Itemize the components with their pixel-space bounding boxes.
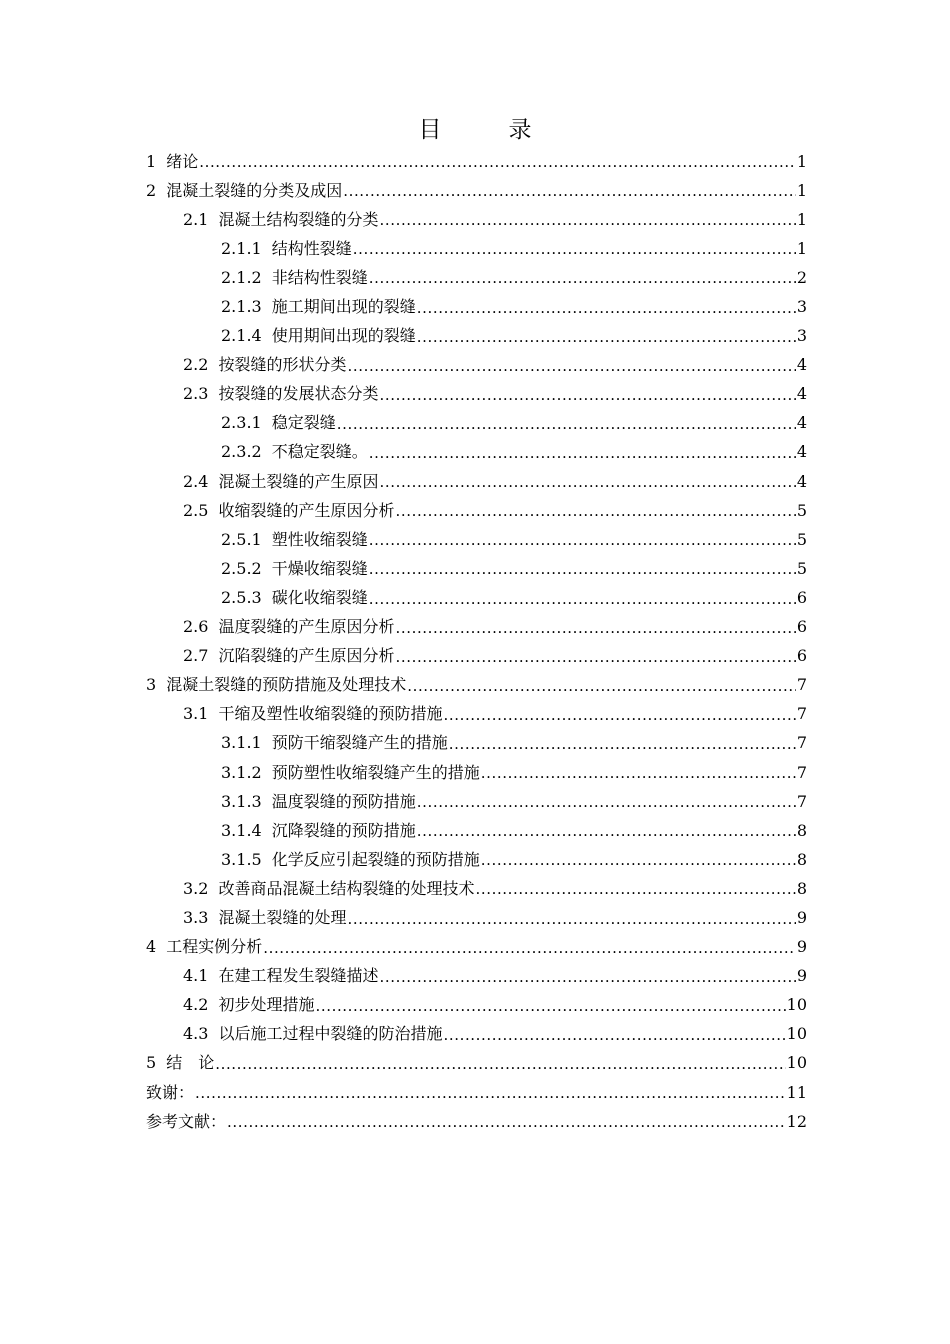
toc-entry-page-number: 10	[786, 1053, 807, 1073]
toc-entry[interactable]	[146, 322, 807, 351]
toc-entry[interactable]	[146, 1107, 807, 1136]
toc-entry-number: 2.1.1	[221, 238, 262, 258]
toc-dot-leader	[379, 967, 795, 991]
toc-dot-leader	[199, 152, 796, 176]
toc-entry-number: 2.4	[183, 471, 209, 491]
toc-entry-number: 3.1.5	[221, 849, 262, 869]
toc-entry-title: 塑性收缩裂缝	[271, 529, 368, 549]
toc-entry-page-number: 6	[796, 617, 807, 637]
toc-entry-page-number: 4	[796, 442, 807, 462]
toc-entry-title: 参考文献：	[146, 1111, 227, 1131]
toc-entry-page-number: 5	[796, 558, 807, 578]
toc-entry-page-number: 10	[786, 995, 807, 1015]
toc-entry-number: 3.2	[183, 878, 209, 898]
toc-entry-title: 干缩及塑性收缩裂缝的预防措施	[218, 704, 443, 724]
toc-entry-title: 收缩裂缝的产生原因分析	[218, 500, 395, 520]
toc-entry-page-number: 1	[796, 180, 807, 200]
toc-entry-number: 3	[146, 675, 157, 695]
toc-entry-page-number: 5	[796, 500, 807, 520]
toc-dot-leader	[263, 938, 796, 962]
toc-entry-title: 结构性裂缝	[271, 238, 352, 258]
toc-entry-title: 混凝土裂缝的处理	[218, 907, 347, 927]
toc-entry-title: 使用期间出现的裂缝	[271, 326, 416, 346]
toc-entry-title: 混凝土裂缝的产生原因	[218, 471, 379, 491]
toc-dot-leader	[407, 676, 796, 700]
toc-entry-title: 化学反应引起裂缝的预防措施	[271, 849, 480, 869]
toc-entry-page-number: 1	[796, 151, 807, 171]
toc-entry[interactable]	[146, 671, 807, 700]
toc-entry-number: 2.1.3	[221, 297, 262, 317]
toc-dot-leader	[417, 327, 796, 351]
toc-dot-leader	[395, 647, 795, 671]
toc-entry[interactable]	[146, 845, 807, 874]
toc-dot-leader	[417, 792, 796, 816]
toc-entry-number: 2.1.2	[221, 267, 262, 287]
toc-entry-title: 预防干缩裂缝产生的措施	[271, 733, 448, 753]
toc-entry-page-number: 5	[796, 529, 807, 549]
toc-dot-leader	[379, 385, 795, 409]
toc-entry-title: 以后施工过程中裂缝的防治措施	[218, 1024, 443, 1044]
toc-entry-title: 按裂缝的形状分类	[218, 355, 347, 375]
toc-dot-leader	[347, 356, 795, 380]
toc-entry-page-number: 3	[796, 326, 807, 346]
toc-entry-page-number: 4	[796, 471, 807, 491]
toc-entry-number: 2.3.1	[221, 413, 262, 433]
toc-entry[interactable]	[146, 816, 807, 845]
toc-entry-page-number: 9	[796, 907, 807, 927]
toc-entry-page-number: 10	[786, 1024, 807, 1044]
toc-entry-title: 施工期间出现的裂缝	[271, 297, 416, 317]
toc-entry[interactable]	[146, 700, 807, 729]
toc-entry-page-number: 1	[796, 238, 807, 258]
toc-entry[interactable]	[146, 380, 807, 409]
toc-entry-page-number: 7	[796, 704, 807, 724]
toc-dot-leader	[369, 268, 796, 292]
toc-dot-leader	[227, 1112, 786, 1136]
toc-entry-page-number: 7	[796, 762, 807, 782]
toc-entry-title: 碳化收缩裂缝	[271, 587, 368, 607]
toc-entry[interactable]	[146, 554, 807, 583]
toc-entry-title: 致谢：	[146, 1082, 195, 1102]
toc-entry-title: 工程实例分析	[166, 937, 263, 957]
toc-entry-number: 2.5	[183, 500, 209, 520]
toc-dot-leader	[379, 472, 795, 496]
toc-entry-number: 5	[146, 1053, 157, 1073]
toc-entry-page-number: 6	[796, 587, 807, 607]
toc-list	[146, 147, 807, 1136]
toc-entry[interactable]	[146, 234, 807, 263]
toc-entry-title: 稳定裂缝	[271, 413, 336, 433]
toc-entry-page-number: 2	[796, 267, 807, 287]
toc-entry-title: 非结构性裂缝	[271, 267, 368, 287]
toc-entry-title: 不稳定裂缝。	[271, 442, 368, 462]
toc-entry-page-number: 9	[796, 937, 807, 957]
toc-dot-leader	[343, 181, 796, 205]
toc-entry[interactable]	[146, 933, 807, 962]
toc-entry[interactable]	[146, 642, 807, 671]
toc-entry-title: 沉陷裂缝的产生原因分析	[218, 646, 395, 666]
toc-entry-number: 2.5.1	[221, 529, 262, 549]
toc-entry[interactable]	[146, 729, 807, 758]
toc-entry-title: 按裂缝的发展状态分类	[218, 384, 379, 404]
toc-dot-leader	[443, 705, 795, 729]
toc-dot-leader	[475, 879, 795, 903]
toc-entry-number: 4	[146, 937, 157, 957]
toc-dot-leader	[449, 734, 796, 758]
toc-entry-title: 混凝土裂缝的分类及成因	[166, 180, 343, 200]
toc-entry[interactable]	[146, 147, 807, 176]
toc-entry[interactable]	[146, 263, 807, 292]
toc-entry[interactable]	[146, 583, 807, 612]
toc-entry-number: 2.1.4	[221, 326, 262, 346]
toc-dot-leader	[481, 850, 796, 874]
toc-dot-leader	[347, 909, 795, 933]
toc-entry-number: 4.1	[183, 966, 209, 986]
toc-entry-title: 绪论	[166, 151, 199, 171]
toc-entry-number: 3.1.4	[221, 820, 262, 840]
toc-entry-number: 2.3	[183, 384, 209, 404]
toc-entry-page-number: 4	[796, 413, 807, 433]
toc-entry-page-number: 1	[796, 209, 807, 229]
toc-entry-number: 2.2	[183, 355, 209, 375]
toc-entry-number: 2.1	[183, 209, 209, 229]
toc-entry-number: 2.5.2	[221, 558, 262, 578]
toc-entry[interactable]	[146, 613, 807, 642]
toc-entry-number: 2.7	[183, 646, 209, 666]
toc-entry-page-number: 3	[796, 297, 807, 317]
toc-entry-number: 3.1	[183, 704, 209, 724]
toc-dot-leader	[379, 210, 795, 234]
toc-entry-number: 3.3	[183, 907, 209, 927]
toc-entry-page-number: 8	[796, 849, 807, 869]
toc-dot-leader	[481, 763, 796, 787]
toc-entry[interactable]	[146, 991, 807, 1020]
toc-dot-leader	[369, 443, 796, 467]
toc-entry-number: 2.5.3	[221, 587, 262, 607]
toc-entry-number: 2.3.2	[221, 442, 262, 462]
toc-dot-leader	[315, 996, 785, 1020]
toc-entry[interactable]	[146, 176, 807, 205]
toc-entry-number: 4.2	[183, 995, 209, 1015]
toc-entry-page-number: 8	[796, 878, 807, 898]
toc-entry-page-number: 7	[796, 733, 807, 753]
toc-entry-number: 3.1.1	[221, 733, 262, 753]
toc-entry[interactable]	[146, 1049, 807, 1078]
toc-entry-page-number: 6	[796, 646, 807, 666]
toc-entry-title: 在建工程发生裂缝描述	[218, 966, 379, 986]
toc-entry[interactable]	[146, 525, 807, 554]
toc-entry[interactable]	[146, 205, 807, 234]
toc-dot-leader	[369, 530, 796, 554]
toc-entry-title: 温度裂缝的产生原因分析	[218, 617, 395, 637]
toc-dot-leader	[395, 501, 795, 525]
toc-entry[interactable]	[146, 1078, 807, 1107]
toc-entry-page-number: 4	[796, 384, 807, 404]
toc-dot-leader	[369, 589, 796, 613]
toc-dot-leader	[443, 1025, 785, 1049]
toc-dot-leader	[395, 618, 795, 642]
toc-entry-title: 混凝土结构裂缝的分类	[218, 209, 379, 229]
toc-entry-number: 1	[146, 151, 157, 171]
toc-entry-title: 预防塑性收缩裂缝产生的措施	[271, 762, 480, 782]
toc-dot-leader	[417, 298, 796, 322]
toc-entry-page-number: 8	[796, 820, 807, 840]
toc-dot-leader	[369, 559, 796, 583]
toc-dot-leader	[417, 821, 796, 845]
toc-entry[interactable]	[146, 467, 807, 496]
toc-entry-title: 混凝土裂缝的预防措施及处理技术	[166, 675, 407, 695]
toc-entry[interactable]	[146, 903, 807, 932]
toc-dot-leader	[337, 414, 796, 438]
toc-dot-leader	[353, 239, 796, 263]
toc-entry-number: 4.3	[183, 1024, 209, 1044]
toc-entry-page-number: 12	[786, 1111, 807, 1131]
toc-entry-number: 3.1.2	[221, 762, 262, 782]
toc-entry-title: 改善商品混凝土结构裂缝的处理技术	[218, 878, 475, 898]
toc-entry-page-number: 4	[796, 355, 807, 375]
toc-entry-page-number: 9	[796, 966, 807, 986]
toc-entry[interactable]	[146, 962, 807, 991]
toc-entry[interactable]	[146, 438, 807, 467]
toc-entry-title: 干燥收缩裂缝	[271, 558, 368, 578]
toc-entry-page-number: 7	[796, 675, 807, 695]
toc-title: 目 录	[418, 117, 554, 143]
toc-entry[interactable]	[146, 874, 807, 903]
toc-entry-title: 初步处理措施	[218, 995, 315, 1015]
toc-entry-title: 沉降裂缝的预防措施	[271, 820, 416, 840]
toc-entry-number: 2.6	[183, 617, 209, 637]
toc-dot-leader	[215, 1054, 785, 1078]
toc-entry-page-number: 11	[786, 1082, 807, 1102]
toc-dot-leader	[195, 1083, 786, 1107]
toc-entry-title: 结 论	[166, 1053, 215, 1073]
toc-entry[interactable]	[146, 292, 807, 321]
toc-entry-title: 温度裂缝的预防措施	[271, 791, 416, 811]
toc-entry[interactable]	[146, 758, 807, 787]
toc-entry[interactable]	[146, 496, 807, 525]
toc-entry-number: 3.1.3	[221, 791, 262, 811]
toc-entry[interactable]	[146, 1020, 807, 1049]
toc-entry[interactable]	[146, 351, 807, 380]
toc-entry-page-number: 7	[796, 791, 807, 811]
toc-entry[interactable]	[146, 787, 807, 816]
toc-entry-number: 2	[146, 180, 157, 200]
toc-entry[interactable]	[146, 409, 807, 438]
